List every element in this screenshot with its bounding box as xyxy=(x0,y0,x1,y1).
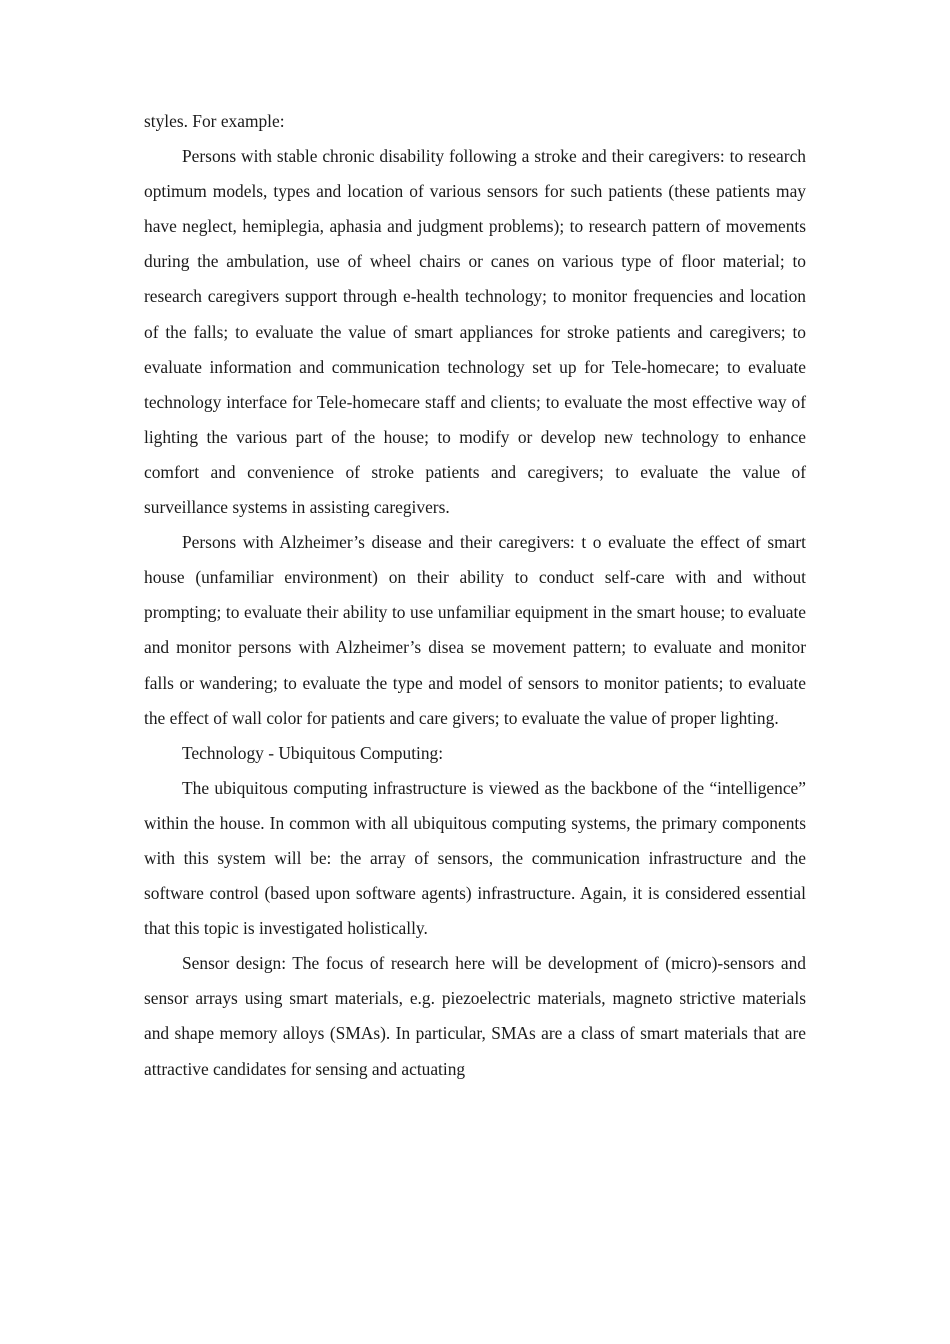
paragraph-stroke-patients: Persons with stable chronic disability following a stroke and their caregivers: to research optimum models, types and location of various sensors for such patients (these patients may have neglect, hemiplegia, aphasia and judgment problems); to research pattern of movements during the ambulation, use of wheel chairs or canes on various type of floor material; to research caregivers support through e-health technology; to monitor frequencies and location of the falls; to evaluate the value of smart appliances for stroke patients and caregivers; to evaluate information and communication technology set up for Tele-homecare; to evaluate technology interface for Tele-homecare staff and clients; to evaluate the most effective way of lighting the various part of the house; to modify or develop new technology to enhance comfort and convenience of stroke patients and caregivers; to evaluate the value of surveillance systems in assisting caregivers. xyxy=(144,146,806,518)
body-text xyxy=(144,104,806,1087)
paragraph-ubiquitous-infrastructure: The ubiquitous computing infrastructure is viewed as the backbone of the “intelligence” within the house. In common with all ubiquitous computing systems, the primary components with this system will be: the array of sensors, the communication infrastructure and the software control (based upon software agents) infrastructure. Again, it is considered essential that this topic is investigated holistically. xyxy=(144,777,806,939)
paragraph-alzheimers-patients: Persons with Alzheimer’s disease and their caregivers: t o evaluate the effect of smart house (unfamiliar environment) on their ability to conduct self-care with and without prompting; to evaluate their ability to use unfamiliar equipment in the smart house; to evaluate and monitor persons with Alzheimer’s disea se movement pattern; to evaluate and monitor falls or wandering; to evaluate the type and model of sensors to monitor patients; to evaluate the effect of wall color for patients and care givers; to evaluate the value of proper lighting. xyxy=(144,532,806,728)
section-heading-ubiquitous-computing: Technology - Ubiquitous Computing: xyxy=(182,742,444,763)
paragraph-sensor-design: Sensor design: The focus of research here will be development of (micro)-sensors and sensor arrays using smart materials, e.g. piezoelectric materials, magneto strictive materials and shape memory alloys (SMAs). In particular, SMAs are a class of smart materials that are attractive candidates for sensing and actuating xyxy=(144,953,806,1079)
paragraph-continuation: styles. For example: xyxy=(144,111,285,131)
